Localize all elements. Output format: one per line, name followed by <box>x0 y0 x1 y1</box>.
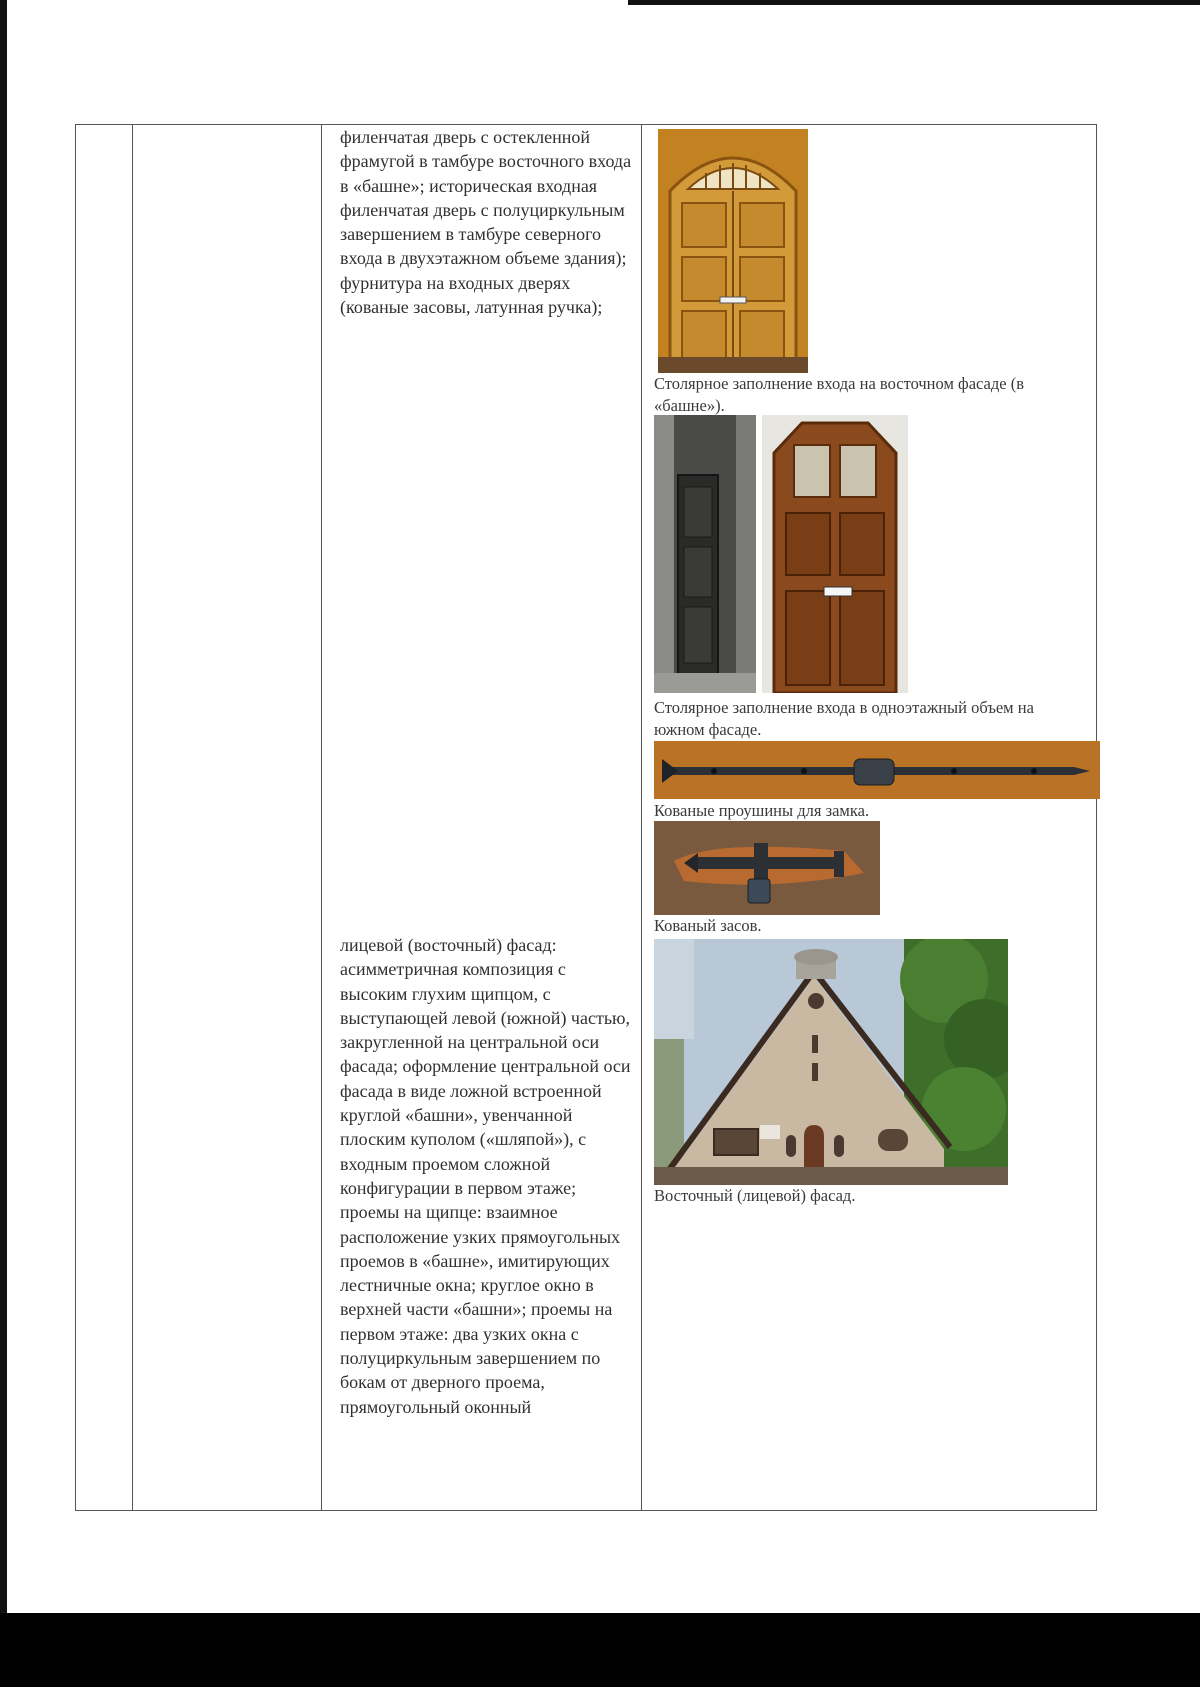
description-cell <box>322 125 642 1511</box>
scan-top-edge <box>628 0 1200 5</box>
column-number-cell <box>76 125 133 1511</box>
caption-east-door: Столярное заполнение входа на восточном фасаде (в «башне»). <box>654 374 1025 415</box>
hinges-photo <box>654 741 1100 799</box>
old-door-bw-photo <box>654 415 756 693</box>
east-door-photo <box>658 129 808 373</box>
south-door-photo <box>762 415 908 693</box>
caption-bolt: Кованый засов. <box>654 916 762 935</box>
description-paragraph-facade: лицевой (восточный) фасад: асимметричная композиция с высоким глухим щипцом, с выступающей левой (южной) частью, закругленной на центральной оси фасада; оформление центральной оси фасада в виде ложной встроенной круглой «башни», увенчанной плоским куполом («шляпой»), с входным проемом сложной конфигурации в первом этаже; проемы на щипце: взаимное расположение узких прямоугольных проемов в «башне», имитирующих лестничные окна; круглое окно в верхней части «башни»; проемы на первом этаже: два узких окна с полуциркульным завершением по бокам от дверного проема, прямоугольный оконный <box>340 935 631 1417</box>
column-name-cell <box>133 125 322 1511</box>
photos-cell <box>642 125 1097 1511</box>
east-facade-photo <box>654 939 1008 1185</box>
description-paragraph-doors: филенчатая дверь с остекленной фрамугой в тамбуре восточного входа в «башне»; историческая входная филенчатая дверь с полуциркульным завершением в тамбуре северного входа в двухэтажном объеме здания); фурнитура на входных дверях (кованые засовы, латунная ручка); <box>340 127 632 318</box>
scan-left-edge <box>0 0 7 1687</box>
caption-hinges: Кованые проушины для замка. <box>654 801 870 820</box>
heritage-table <box>75 124 1097 1511</box>
bolt-photo <box>654 821 880 915</box>
caption-east-facade: Восточный (лицевой) фасад. <box>654 1186 856 1205</box>
caption-south-door: Столярное заполнение входа в одноэтажный объем на южном фасаде. <box>654 698 1034 739</box>
scan-bottom-edge <box>0 1613 1200 1687</box>
